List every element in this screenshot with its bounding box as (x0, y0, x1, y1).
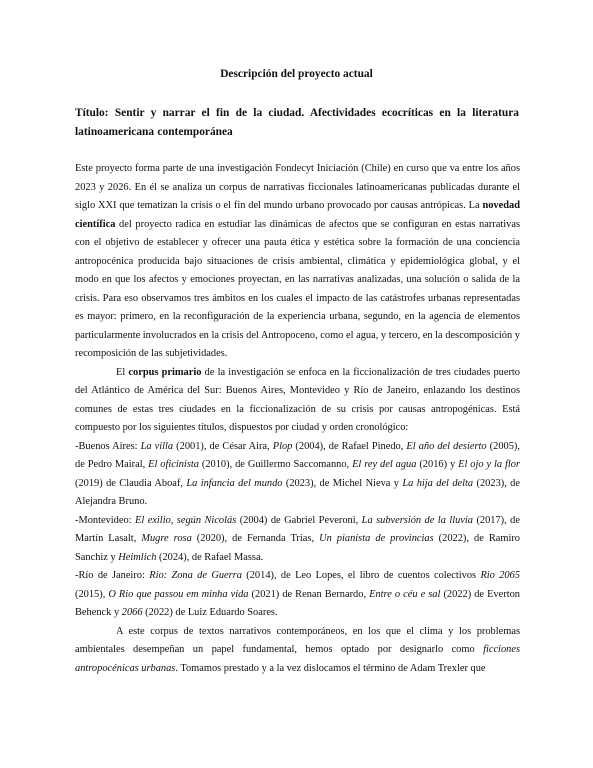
text-run: (2016) y (416, 459, 459, 470)
text-run: (2010), de Guillermo Saccomanno, (198, 459, 353, 470)
text-run: (2004), de Rafael Pinedo, (292, 440, 407, 452)
text-run: (2023), de Alejandra Bruno. (75, 477, 520, 507)
text-run: (2021) de Renan Bernardo, (248, 588, 370, 600)
book-title: Rio 2065 (480, 570, 520, 581)
book-title: La villa (140, 440, 174, 452)
text-run: (2022) de Luiz Eduardo Soares. (142, 607, 278, 618)
list-buenos-aires (75, 438, 520, 512)
text-run: Este proyecto forma parte de una investigación Fondecyt Iniciación (Chile) en curso que va entre los años 2023 y 2026. En él se analiza un corpus de narrativas ficcionales latinoamericanas publicadas durante el siglo XXI que tematizan la crisis o el fin del mundo urbano provocado por causas antrópicas. La (75, 163, 520, 211)
text-run: (2020), de Fernanda Trías, (191, 533, 320, 544)
book-title: El año del desierto (406, 440, 487, 452)
text-run: A este corpus de textos narrativos contemporáneos, en los que el clima y los problemas ambientales desempeñan un papel fundamental, hemos optado por designarlo como (75, 625, 520, 655)
list-montevideo (75, 512, 520, 568)
text-run: (2019) de Claudia Aboaf, (75, 477, 187, 489)
text-run: -Montevideo: (75, 514, 136, 526)
text-run: del proyecto radica en estudiar las dinámicas de afectos que se configuran en estas narrativas con el objetivo de establecer y ofrecer una pauta ética y estética sobre la formación de una conciencia antropocénica producida bajo situaciones de crisis ambiental, climática y epidemiológica global, y el modo en que los afectos y emociones proyectan, en las narrativas analizadas, una solución o salida de la crisis. Para eso observamos tres ámbitos en los cuales el impacto de las catástrofes urbanas representadas es mayor: primero, en la reconfiguración de la experiencia urbana, segundo, en la agencia de elementos particularmente involucrados en la crisis del Antropoceno, como el agua, y tercero, en la descomposición y recomposición de las subjetividades. (75, 218, 520, 359)
book-title: La subversión de la lluvia (361, 514, 473, 526)
text-run: (2022) de Everton Behenck y (75, 588, 520, 618)
document-body (75, 160, 520, 678)
book-title: Rio: Zona de Guerra (149, 570, 242, 581)
text-run: (2023), de Michel Nieva y (282, 477, 403, 489)
book-title: Mugre rosa (141, 533, 192, 544)
book-title: Plop (272, 440, 293, 452)
project-title: Título: Sentir y narrar el fin de la ciudad. Afectividades ecocríticas en la literatura latinoamericana contemporánea (75, 107, 519, 138)
emphasis-novedad: novedad científica (75, 200, 520, 230)
text-run: (2024), de Rafael Massa. (156, 551, 264, 563)
book-title: El exilio, según Nicolás (135, 514, 237, 526)
text-run: -Buenos Aires: (75, 440, 141, 452)
book-title: La hija del delta (402, 477, 474, 489)
text-run: (2005), de Pedro Mairal, (75, 440, 520, 470)
book-title: 2066 (121, 607, 143, 618)
text-run: . Tomamos prestado y a la vez dislocamos el término de Adam Trexler que (175, 662, 486, 674)
book-title: El ojo y la flor (458, 459, 520, 470)
book-title: El rey del agua (352, 459, 417, 470)
section-heading: Descripción del proyecto actual (220, 68, 373, 80)
text-run: (2014), de Leo Lopes, el libro de cuentos colectivos (241, 570, 481, 581)
paragraph-intro (75, 160, 520, 364)
book-title: La infancia del mundo (186, 477, 283, 489)
text-run: (2017), de Martín Lasalt, (75, 514, 520, 544)
text-run: de la investigación se enfoca en la ficcionalización de tres ciudades puerto del Atlántico de América del Sur: Buenos Aires, Montevideo y Río de Janeiro, enlazando los destinos comunes de estas tres ciudades en la ficcionalización de su crisis por causas antropogénicas. Está compuesto por los siguientes títulos, dispuestos por ciudad y orden cronológico: (75, 366, 520, 433)
emphasis-corpus: corpus primario (128, 366, 202, 378)
list-rio-de-janeiro (75, 567, 520, 623)
book-title: O Rio que passou em minha vida (108, 588, 249, 600)
paragraph-corpus (75, 364, 520, 438)
book-title: Entre o céu e sal (369, 588, 441, 600)
text-run: (2015), (75, 588, 109, 600)
text-run: (2004) de Gabriel Peveroni, (236, 514, 362, 526)
book-title: El oficinista (148, 459, 199, 470)
text-run: (2022), de Ramiro Sanchiz y (75, 533, 520, 563)
text-run: El (116, 366, 129, 378)
emphasis-term: ficciones antropocénicas urbanas (75, 644, 520, 674)
text-run: (2001), de César Aira, (173, 440, 273, 452)
text-run: -Río de Janeiro: (75, 570, 150, 581)
paragraph-ficciones (75, 623, 520, 679)
book-title: Un pianista de provincias (319, 533, 434, 544)
book-title: Heimlich (118, 551, 157, 563)
